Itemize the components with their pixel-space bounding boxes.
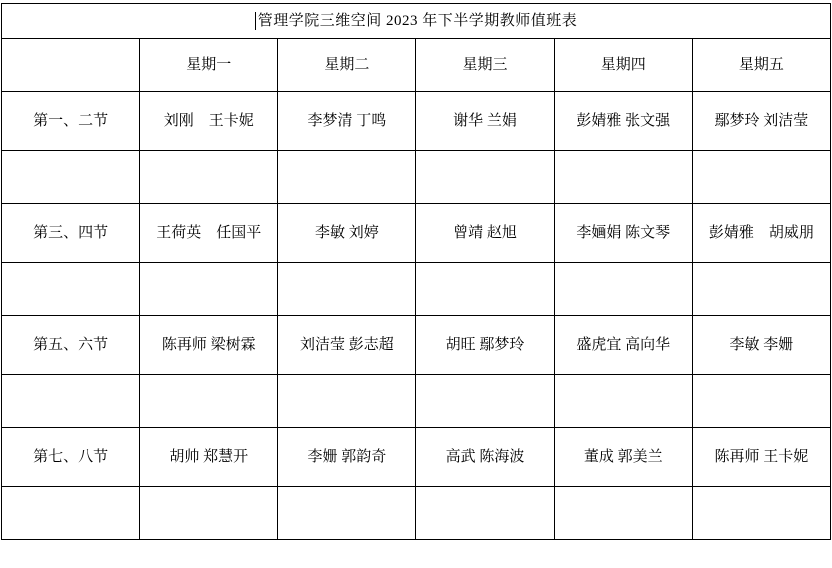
title-row <box>2 4 831 39</box>
cell-p56-thursday: 盛虎宜 高向华 <box>554 316 692 375</box>
cell-p78-friday: 陈再师 王卡妮 <box>692 428 830 487</box>
spacer-cell <box>416 375 554 428</box>
cell-p12-wednesday: 谢华 兰娟 <box>416 92 554 151</box>
cell-p34-wednesday: 曾靖 赵旭 <box>416 204 554 263</box>
spacer-cell <box>2 263 140 316</box>
spacer-row <box>2 151 831 204</box>
duty-roster-table <box>1 3 831 540</box>
spacer-cell <box>554 151 692 204</box>
cell-p12-friday: 鄢梦玲 刘洁莹 <box>692 92 830 151</box>
table-body <box>2 4 831 540</box>
spacer-cell <box>692 487 830 540</box>
cell-p12-thursday: 彭婧雅 张文强 <box>554 92 692 151</box>
spacer-cell <box>278 263 416 316</box>
spacer-cell <box>416 487 554 540</box>
cell-p34-tuesday: 李敏 刘婷 <box>278 204 416 263</box>
spacer-cell <box>692 375 830 428</box>
cell-p34-friday: 彭婧雅 胡威朋 <box>692 204 830 263</box>
spacer-cell <box>416 263 554 316</box>
spacer-cell <box>140 263 278 316</box>
table-row <box>2 92 831 151</box>
cell-p34-monday: 王荷英 任国平 <box>140 204 278 263</box>
spacer-cell <box>554 263 692 316</box>
cell-p12-monday: 刘刚 王卡妮 <box>140 92 278 151</box>
cell-p12-tuesday: 李梦清 丁鸣 <box>278 92 416 151</box>
spacer-cell <box>692 151 830 204</box>
table-row <box>2 428 831 487</box>
spacer-cell <box>692 263 830 316</box>
row-label-period-3-4: 第三、四节 <box>2 204 140 263</box>
cell-p56-tuesday: 刘洁莹 彭志超 <box>278 316 416 375</box>
row-label-period-5-6: 第五、六节 <box>2 316 140 375</box>
spacer-cell <box>140 151 278 204</box>
header-thursday: 星期四 <box>554 39 692 92</box>
row-label-period-1-2: 第一、二节 <box>2 92 140 151</box>
row-label-period-7-8: 第七、八节 <box>2 428 140 487</box>
spacer-cell <box>278 487 416 540</box>
cell-p56-wednesday: 胡旺 鄢梦玲 <box>416 316 554 375</box>
spacer-row <box>2 263 831 316</box>
header-monday: 星期一 <box>140 39 278 92</box>
header-corner-cell <box>2 39 140 92</box>
table-title-cell <box>2 4 831 39</box>
spacer-cell <box>278 375 416 428</box>
cell-p78-wednesday: 高武 陈海波 <box>416 428 554 487</box>
spacer-cell <box>278 151 416 204</box>
table-row <box>2 316 831 375</box>
header-row <box>2 39 831 92</box>
header-friday: 星期五 <box>692 39 830 92</box>
cell-p56-friday: 李敏 李姗 <box>692 316 830 375</box>
spacer-cell <box>2 375 140 428</box>
spacer-cell <box>416 151 554 204</box>
spacer-cell <box>2 487 140 540</box>
spacer-cell <box>2 151 140 204</box>
cell-p34-thursday: 李婳娟 陈文琴 <box>554 204 692 263</box>
spacer-row <box>2 375 831 428</box>
cell-p78-thursday: 董成 郭美兰 <box>554 428 692 487</box>
spacer-cell <box>140 487 278 540</box>
spacer-row <box>2 487 831 540</box>
spacer-cell <box>554 487 692 540</box>
cell-p56-monday: 陈再师 梁树霖 <box>140 316 278 375</box>
page-title: 管理学院三维空间 2023 年下半学期教师值班表 <box>255 12 578 30</box>
header-wednesday: 星期三 <box>416 39 554 92</box>
document-page <box>0 3 832 568</box>
spacer-cell <box>140 375 278 428</box>
header-tuesday: 星期二 <box>278 39 416 92</box>
spacer-cell <box>554 375 692 428</box>
table-row <box>2 204 831 263</box>
cell-p78-tuesday: 李姗 郭韵奇 <box>278 428 416 487</box>
cell-p78-monday: 胡帅 郑慧开 <box>140 428 278 487</box>
